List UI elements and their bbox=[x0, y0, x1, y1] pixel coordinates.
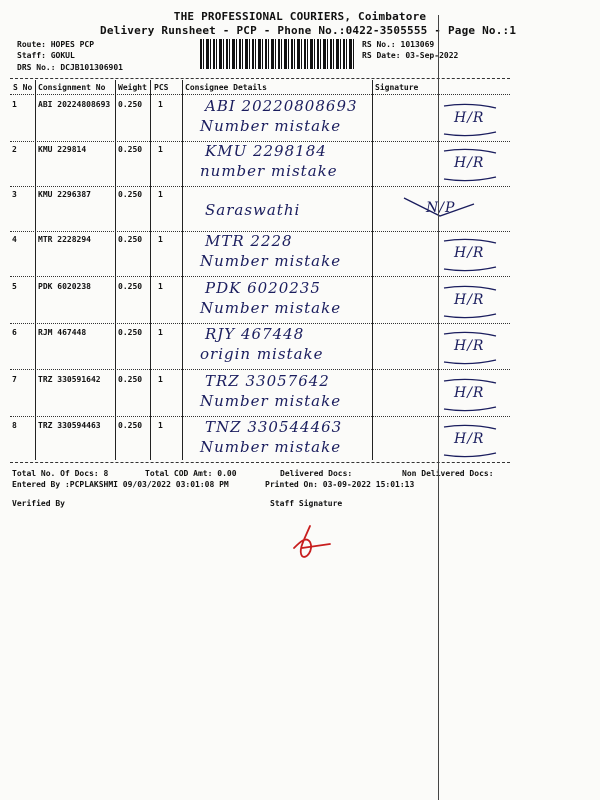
row-consignment: RJM 467448 bbox=[38, 328, 87, 337]
header-top-rule bbox=[10, 78, 510, 79]
delivery-signature-mark bbox=[440, 100, 500, 144]
handwritten-note: Saraswathi bbox=[205, 201, 301, 219]
row-separator bbox=[10, 416, 510, 417]
route-label: Route: HOPES PCP bbox=[17, 40, 95, 49]
fold-line bbox=[438, 15, 439, 800]
table-row bbox=[0, 142, 600, 187]
table-row bbox=[0, 97, 600, 142]
col-consignment: Consignment No bbox=[38, 83, 106, 92]
row-sno: 1 bbox=[12, 100, 17, 109]
row-sno: 7 bbox=[12, 375, 17, 384]
signature-code: H/R bbox=[454, 245, 485, 261]
handwritten-note: TNZ 330544463 bbox=[205, 418, 343, 436]
row-weight: 0.250 bbox=[118, 328, 143, 337]
row-weight: 0.250 bbox=[118, 100, 143, 109]
staff-label: Staff: GOKUL bbox=[17, 51, 75, 60]
col-pcs: PCS bbox=[154, 83, 169, 92]
handwritten-remark: Number mistake bbox=[200, 392, 342, 410]
row-sno: 2 bbox=[12, 145, 17, 154]
signature-code: N/P bbox=[426, 200, 456, 216]
handwritten-note: PDK 6020235 bbox=[205, 279, 321, 297]
delivery-signature-mark bbox=[440, 375, 500, 419]
delivery-signature-mark bbox=[440, 421, 500, 465]
signature-code: H/R bbox=[454, 431, 485, 447]
row-sno: 5 bbox=[12, 282, 17, 291]
signature-code: H/R bbox=[454, 385, 485, 401]
delivery-signature-mark bbox=[440, 328, 500, 372]
row-weight: 0.250 bbox=[118, 375, 143, 384]
row-weight: 0.250 bbox=[118, 145, 143, 154]
verified-by-label: Verified By bbox=[12, 499, 65, 508]
handwritten-note: RJY 467448 bbox=[205, 325, 305, 343]
entered-by: Entered By :PCPLAKSHMI 09/03/2022 03:01:08 PM bbox=[12, 480, 229, 489]
row-consignment: PDK 6020238 bbox=[38, 282, 91, 291]
total-docs: Total No. Of Docs: 8 bbox=[12, 469, 109, 478]
delivered-docs: Delivered Docs: bbox=[280, 469, 353, 478]
table-row bbox=[0, 279, 600, 324]
handwritten-note: KMU 2298184 bbox=[205, 142, 327, 160]
row-weight: 0.250 bbox=[118, 282, 143, 291]
row-pcs: 1 bbox=[158, 145, 163, 154]
total-cod: Total COD Amt: 0.00 bbox=[145, 469, 237, 478]
table-row bbox=[0, 232, 600, 277]
row-pcs: 1 bbox=[158, 100, 163, 109]
staff-signature-label: Staff Signature bbox=[270, 499, 343, 508]
rs-date: RS Date: 03-Sep-2022 bbox=[362, 51, 459, 60]
rs-number: RS No.: 1013069 bbox=[362, 40, 435, 49]
delivery-signature-mark bbox=[440, 282, 500, 326]
row-consignment: TRZ 330594463 bbox=[38, 421, 101, 430]
company-title: THE PROFESSIONAL COURIERS, Coimbatore bbox=[173, 10, 427, 23]
row-weight: 0.250 bbox=[118, 190, 143, 199]
handwritten-remark: Number mistake bbox=[200, 252, 342, 270]
row-separator bbox=[10, 369, 510, 370]
row-sno: 3 bbox=[12, 190, 17, 199]
row-pcs: 1 bbox=[158, 235, 163, 244]
handwritten-remark: origin mistake bbox=[200, 345, 324, 363]
handwritten-remark: number mistake bbox=[200, 162, 338, 180]
signature-code: H/R bbox=[454, 155, 485, 171]
row-weight: 0.250 bbox=[118, 421, 143, 430]
col-sno: S No bbox=[13, 83, 33, 92]
table-bottom-rule bbox=[10, 462, 510, 463]
table-row bbox=[0, 418, 600, 463]
runsheet-subtitle: Delivery Runsheet - PCP - Phone No.:0422-3505555 - Page No.:1 bbox=[100, 24, 517, 37]
drs-number: DRS No.: DCJB101306901 bbox=[17, 63, 123, 72]
row-consignment: TRZ 330591642 bbox=[38, 375, 101, 384]
non-delivered-docs: Non Delivered Docs: bbox=[402, 469, 494, 478]
signature-code: H/R bbox=[454, 110, 485, 126]
handwritten-remark: Number mistake bbox=[200, 299, 342, 317]
col-weight: Weight bbox=[118, 83, 147, 92]
col-consignee: Consignee Details bbox=[185, 83, 267, 92]
row-pcs: 1 bbox=[158, 282, 163, 291]
handwritten-note: TRZ 33057642 bbox=[205, 372, 330, 390]
row-consignment: KMU 2296387 bbox=[38, 190, 91, 199]
handwritten-note: ABI 20220808693 bbox=[205, 97, 358, 115]
row-consignment: KMU 229814 bbox=[38, 145, 87, 154]
row-consignment: ABI 20224808693 bbox=[38, 100, 111, 109]
row-sno: 8 bbox=[12, 421, 17, 430]
handwritten-remark: Number mistake bbox=[200, 438, 342, 456]
signature-code: H/R bbox=[454, 338, 485, 354]
row-sno: 6 bbox=[12, 328, 17, 337]
table-row bbox=[0, 325, 600, 370]
printed-on: Printed On: 03-09-2022 15:01:13 bbox=[265, 480, 415, 489]
staff-signature-mark bbox=[280, 520, 340, 565]
row-separator bbox=[10, 323, 510, 324]
row-pcs: 1 bbox=[158, 375, 163, 384]
col-signature: Signature bbox=[375, 83, 419, 92]
table-row bbox=[0, 372, 600, 417]
delivery-signature-mark bbox=[440, 235, 500, 279]
row-pcs: 1 bbox=[158, 190, 163, 199]
table-row bbox=[0, 187, 600, 232]
row-weight: 0.250 bbox=[118, 235, 143, 244]
row-consignment: MTR 2228294 bbox=[38, 235, 91, 244]
handwritten-note: MTR 2228 bbox=[205, 232, 293, 250]
header-bottom-rule bbox=[10, 94, 510, 95]
row-pcs: 1 bbox=[158, 421, 163, 430]
row-pcs: 1 bbox=[158, 328, 163, 337]
signature-code: H/R bbox=[454, 292, 485, 308]
delivery-signature-mark bbox=[440, 145, 500, 189]
barcode bbox=[200, 39, 355, 69]
row-sno: 4 bbox=[12, 235, 17, 244]
row-separator bbox=[10, 276, 510, 277]
handwritten-remark: Number mistake bbox=[200, 117, 342, 135]
